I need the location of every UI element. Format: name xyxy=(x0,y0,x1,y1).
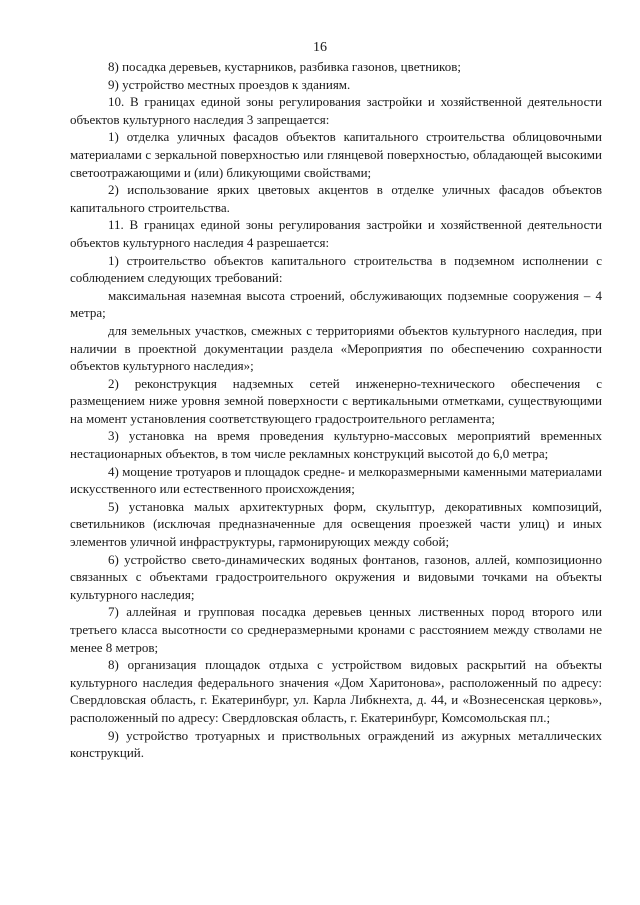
paragraph-item-8-recreation-areas: 8) организация площадок отдыха с устройством видовых раскрытий на объекты культурного наследия федерального значения «Дом Харитонова», расположенный по адресу: Свердловская область, г. Екатеринбург, ул. Карла Либкнехта, д. 44, и «Вознесенская церковь», расположенный по адресу: Свердловская область, г. Екатеринбург, Комсомольская пл.; xyxy=(70,657,602,725)
paragraph-item-1-facade-finish: 1) отделка уличных фасадов объектов капитального строительства облицовочными материалами с зеркальной поверхностью или глянцевой поверхностью, обладающей высокими светоотражающими и (или) бликующими свойствами; xyxy=(70,129,602,180)
paragraph-max-height: максимальная наземная высота строений, обслуживающих подземные сооружения – 4 метра; xyxy=(70,287,602,321)
document-body xyxy=(70,58,602,762)
paragraph-section-11-heading: 11. В границах единой зоны регулирования застройки и хозяйственной деятельности объектов культурного наследия 4 разрешается: xyxy=(70,217,602,250)
page-number: 16 xyxy=(313,40,327,55)
paragraph-item-8-planting: 8) посадка деревьев, кустарников, разбивка газонов, цветников; xyxy=(108,59,461,74)
paragraph-item-1-underground-construction: 1) строительство объектов капитального строительства в подземном исполнении с соблюдением следующих требований: xyxy=(70,252,602,286)
paragraph-item-5-small-forms: 5) установка малых архитектурных форм, скульптур, декоративных композиций, светильников (исключая предназначенные для освещения проезжей части улиц) и иных элементов уличной инфраструктуры, гармонирующих между собой; xyxy=(70,498,602,550)
paragraph-item-7-tree-planting: 7) аллейная и групповая посадка деревьев ценных лиственных пород второго или третьего класса высотности со среднеразмерными кронами с расстоянием между стволами не менее 8 метров; xyxy=(70,604,602,655)
paragraph-item-9-fences: 9) устройство тротуарных и приствольных ограждений из ажурных металлических конструкций. xyxy=(70,727,602,761)
paragraph-item-2-network-reconstruction: 2) реконструкция надземных сетей инженерно-технического обеспечения с размещением ниже уровня земной поверхности с вертикальными отметками, существующими на момент установления соответствующего градостроительного регламента; xyxy=(70,375,602,426)
paragraph-item-3-temporary-objects: 3) установка на время проведения культурно-массовых мероприятий временных нестационарных объектов, в том числе рекламных конструкций высотой до 6,0 метра; xyxy=(70,428,602,462)
paragraph-section-10-heading: 10. В границах единой зоны регулирования застройки и хозяйственной деятельности объектов культурного наследия 3 запрещается: xyxy=(70,94,602,127)
paragraph-item-6-fountains: 6) устройство свето-динамических водяных фонтанов, газонов, аллей, композиционно связанных с объектами градостроительного окружения и видовыми точками на объекты культурного наследия; xyxy=(70,551,602,602)
paragraph-item-2-color-accents: 2) использование ярких цветовых акцентов в отделке уличных фасадов объектов капитального строительства. xyxy=(70,182,602,215)
paragraph-item-4-paving: 4) мощение тротуаров и площадок средне- и мелкоразмерными каменными материалами искусственного или естественного происхождения; xyxy=(70,463,602,497)
paragraph-adjacent-plots: для земельных участков, смежных с территориями объектов культурного наследия, при наличии в проектной документации раздела «Мероприятия по обеспечению сохранности объектов культурного наследия»; xyxy=(70,322,602,374)
paragraph-item-9-driveways: 9) устройство местных проездов к зданиям. xyxy=(108,76,351,92)
